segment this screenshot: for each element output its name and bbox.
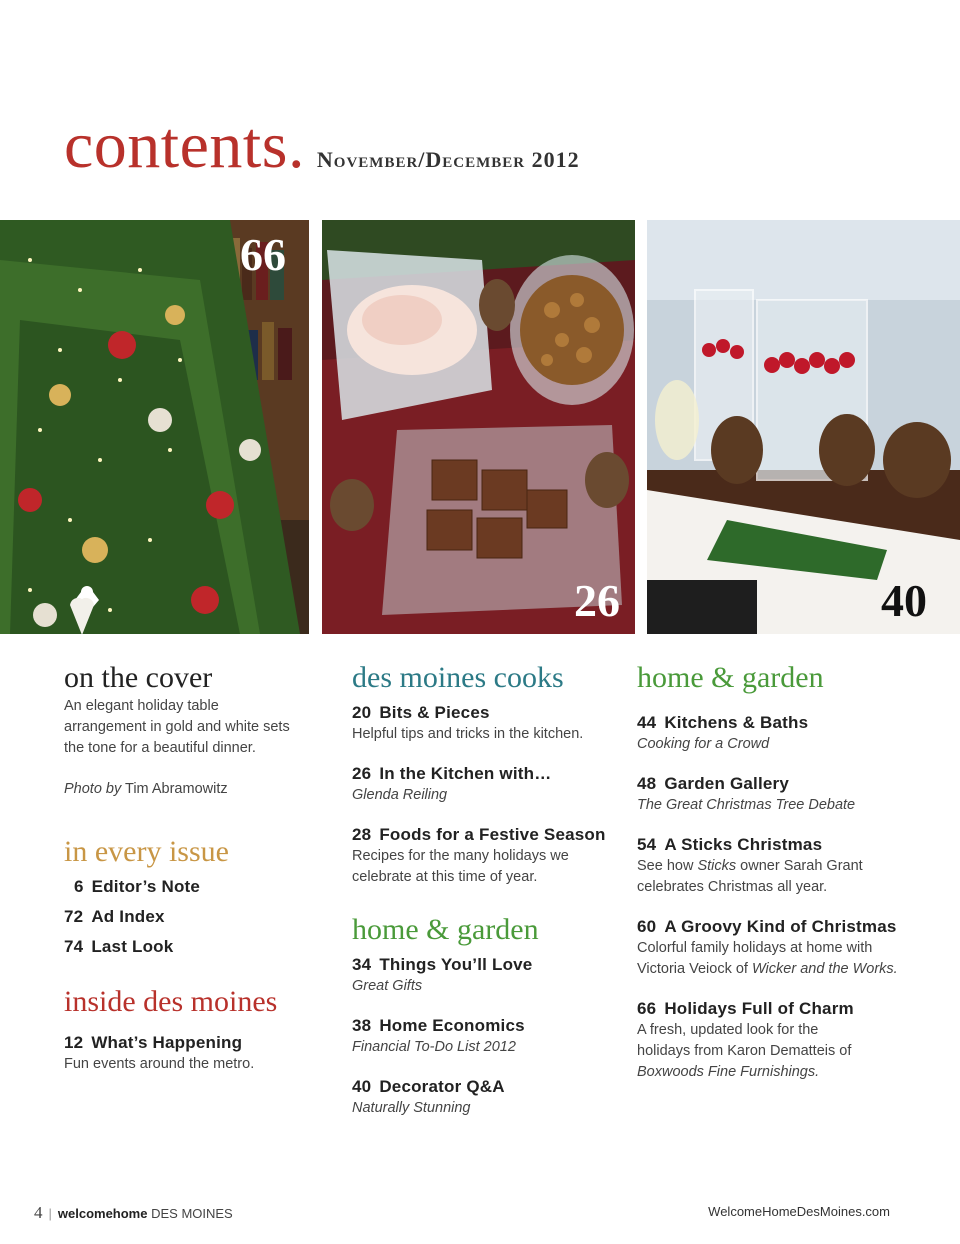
cover-description [64, 696, 324, 759]
page-number: 4 [34, 1203, 43, 1222]
toc-entry[interactable] [352, 763, 622, 806]
entry-description: Financial To-Do List 2012 [352, 1039, 516, 1055]
entry-title: Garden Gallery [664, 774, 790, 793]
entry-page: 6 [74, 877, 84, 896]
entry-page: 34 [352, 955, 372, 974]
inside-des-moines-heading: inside des moines [64, 985, 278, 1018]
home-garden-heading: home & garden [637, 661, 824, 694]
entry-description: Great Gifts [352, 978, 423, 994]
footer-left [34, 1203, 233, 1223]
photo-page-number: 26 [574, 575, 620, 626]
entry-description: celebrates Christmas all year. [637, 879, 828, 895]
entry-description: The Great Christmas Tree Debate [637, 797, 856, 813]
des-moines-cooks-heading: des moines cooks [352, 661, 564, 694]
entry-description: Cooking for a Crowd [637, 736, 770, 752]
toc-entry[interactable] [637, 834, 937, 898]
entry-description: celebrate at this time of year. [352, 869, 538, 885]
entry-page: 54 [637, 835, 657, 854]
entry-page: 74 [64, 937, 84, 956]
toc-entry[interactable] [74, 876, 324, 898]
entry-title: Foods for a Festive Season [379, 825, 606, 844]
home-garden-heading: home & garden [352, 913, 539, 946]
issue-date: November/December 2012 [316, 147, 580, 172]
column-right [637, 660, 937, 1101]
entry-page: 40 [352, 1077, 372, 1096]
entry-description: Boxwoods Fine Furnishings. [637, 1064, 820, 1080]
entry-title: A Sticks Christmas [664, 835, 823, 854]
entry-page: 26 [352, 764, 372, 783]
desc-part: Sticks [697, 858, 737, 874]
desc-part: Victoria Veiock of [637, 961, 752, 977]
photo-page-number: 40 [881, 575, 927, 626]
in-every-issue-heading: in every issue [64, 835, 229, 868]
desc-part: See how [637, 858, 698, 874]
cover-desc-line: the tone for a beautiful dinner. [64, 740, 256, 756]
toc-entry[interactable] [637, 773, 937, 816]
entry-description: holidays from Karon Dematteis of [637, 1043, 852, 1059]
entry-page: 28 [352, 825, 372, 844]
table-centerpiece-photo [647, 220, 960, 634]
toc-entry[interactable] [352, 954, 622, 997]
holiday-treats-photo [322, 220, 635, 634]
cover-desc-line: arrangement in gold and white sets [64, 719, 290, 735]
entry-title: Home Economics [379, 1016, 525, 1035]
entry-page: 60 [637, 917, 657, 936]
column-left [64, 660, 324, 1075]
toc-entry[interactable] [64, 1032, 324, 1054]
toc-entry[interactable] [352, 824, 622, 888]
toc-entry[interactable] [637, 712, 937, 755]
entry-page: 12 [64, 1033, 84, 1052]
photo-credit [64, 779, 324, 800]
toc-entry[interactable] [352, 1076, 622, 1119]
toc-entry[interactable] [352, 1015, 622, 1058]
entry-page: 20 [352, 703, 372, 722]
column-middle [352, 660, 622, 1137]
entry-page: 72 [64, 907, 84, 926]
desc-part: Wicker and the Works. [752, 961, 898, 977]
entry-description: Naturally Stunning [352, 1100, 471, 1116]
cover-desc-line: An elegant holiday table [64, 698, 219, 714]
entry-description [637, 856, 937, 877]
entry-title: Kitchens & Baths [664, 713, 809, 732]
toc-entry[interactable] [637, 998, 937, 1083]
photo-credit-name: Tim Abramowitz [121, 781, 228, 797]
entry-title: Decorator Q&A [379, 1077, 505, 1096]
contents-dot: . [287, 109, 305, 182]
desc-part: owner Sarah Grant [736, 858, 863, 874]
photo-page-number: 66 [240, 229, 286, 280]
entry-description [637, 959, 937, 980]
entry-description: A fresh, updated look for the [637, 1022, 819, 1038]
page-title [64, 108, 580, 184]
entry-description: Recipes for the many holidays we [352, 848, 569, 864]
entry-description: Helpful tips and tricks in the kitchen. [352, 726, 584, 742]
photo-credit-prefix: Photo by [64, 781, 122, 797]
magazine-city: DES MOINES [147, 1206, 233, 1221]
entry-page: 38 [352, 1016, 372, 1035]
entry-description: Glenda Reiling [352, 787, 448, 803]
toc-entry[interactable] [64, 936, 324, 958]
magazine-brand: welcomehome [57, 1206, 148, 1221]
footer-divider: | [48, 1206, 52, 1221]
toc-entry[interactable] [637, 916, 937, 980]
entry-title: Last Look [91, 937, 174, 956]
entry-page: 66 [637, 999, 657, 1018]
entry-title: Holidays Full of Charm [664, 999, 854, 1018]
entry-page: 44 [637, 713, 657, 732]
contents-heading: contents [64, 109, 288, 182]
entry-title: What’s Happening [91, 1033, 243, 1052]
entry-description: Fun events around the metro. [64, 1056, 255, 1072]
toc-entry[interactable] [64, 906, 324, 928]
entry-title: Bits & Pieces [379, 703, 490, 722]
entry-title: Editor’s Note [91, 877, 201, 896]
entry-title: Things You’ll Love [379, 955, 533, 974]
entry-title: A Groovy Kind of Christmas [664, 917, 897, 936]
website-url[interactable]: WelcomeHomeDesMoines.com [708, 1204, 890, 1219]
toc-entry[interactable] [352, 702, 622, 745]
on-the-cover-heading: on the cover [64, 661, 213, 694]
entry-page: 48 [637, 774, 657, 793]
entry-description: Colorful family holidays at home with [637, 940, 873, 956]
christmas-tree-photo [0, 220, 309, 634]
entry-title: Ad Index [91, 907, 165, 926]
entry-title: In the Kitchen with… [379, 764, 552, 783]
